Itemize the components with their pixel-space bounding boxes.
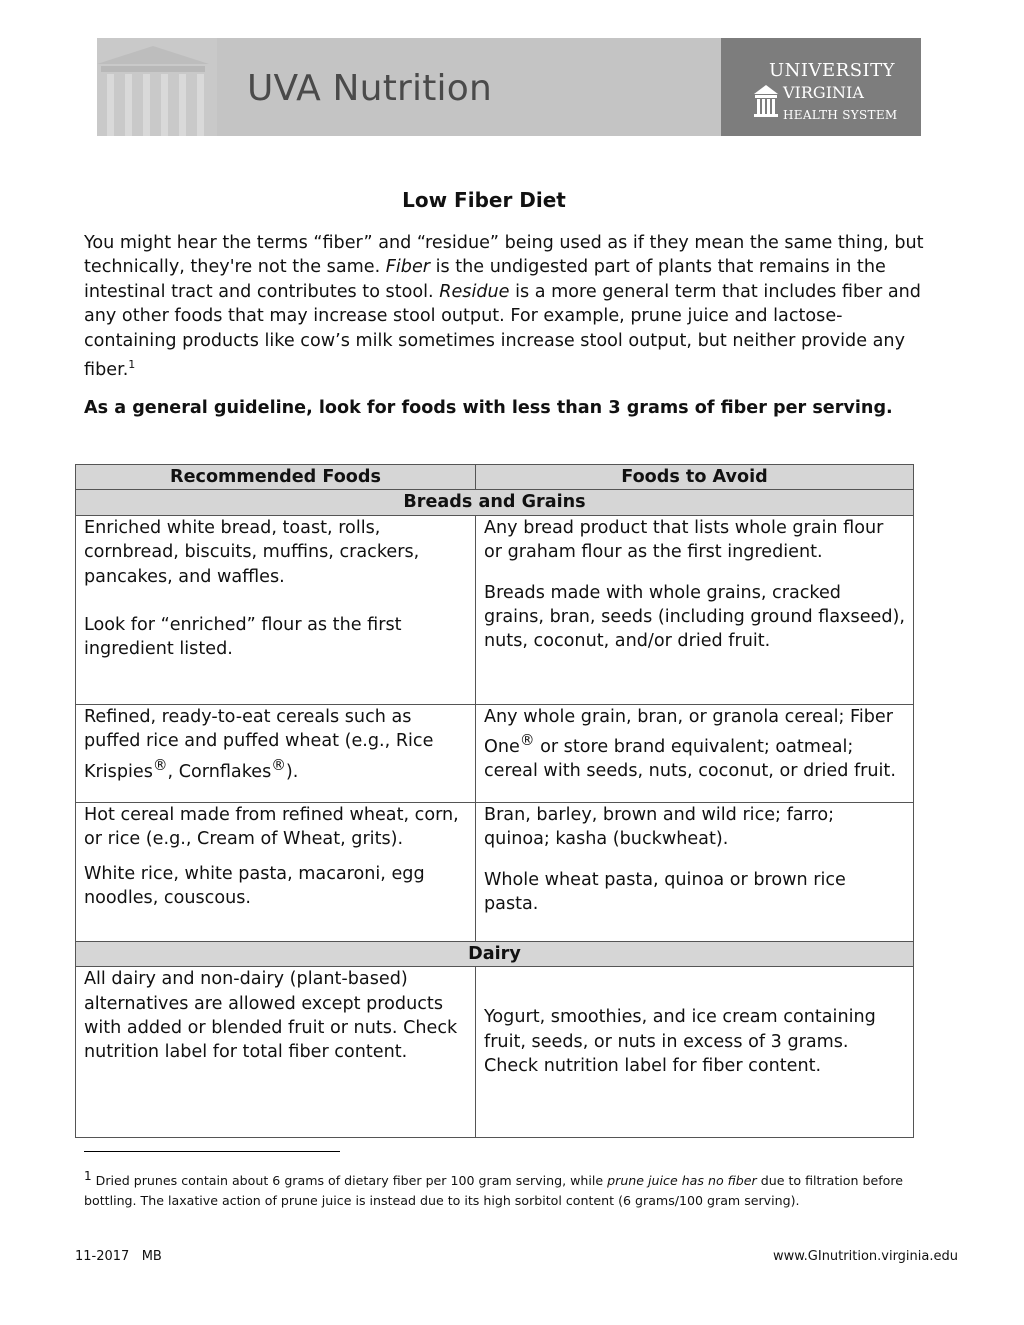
footnote-divider bbox=[84, 1151, 340, 1152]
cell-text: Look for “enriched” flour as the first ingredient listed. bbox=[84, 615, 402, 660]
intro-paragraph bbox=[84, 231, 934, 382]
cell-text: White rice, white pasta, macaroni, egg noodles, couscous. bbox=[84, 863, 425, 909]
uva-health-logo bbox=[721, 38, 921, 136]
banner-title: UVA Nutrition bbox=[247, 68, 492, 109]
logo-university: UNIVERSITY bbox=[769, 60, 896, 81]
logo-virginia: VIRGINIA bbox=[783, 83, 864, 102]
recommended-cell bbox=[76, 515, 476, 704]
cell-text: Whole wheat pasta, quinoa or brown rice pasta. bbox=[484, 869, 846, 915]
section-row-breads bbox=[76, 490, 914, 515]
avoid-cell bbox=[476, 515, 914, 704]
avoid-cell bbox=[476, 704, 914, 802]
avoid-cell bbox=[476, 802, 914, 941]
recommended-cell bbox=[76, 802, 476, 941]
cell-text: , Cornflakes bbox=[167, 761, 272, 782]
cell-text: or store brand equivalent; oatmeal; cereal with seeds, nuts, coconut, or dried fruit. bbox=[484, 737, 896, 782]
cell-text: Refined, ready-to-eat cereals such as puffed rice and puffed wheat (e.g., Rice Krispies bbox=[84, 706, 434, 782]
cell-text: Hot cereal made from refined wheat, corn, or rice (e.g., Cream of Wheat, grits). bbox=[84, 804, 459, 850]
cell-text: Breads made with whole grains, cracked grains, bran, seeds (including ground flaxseed), nuts, coconut, and/or dried fruit. bbox=[484, 582, 905, 652]
footnote-italic: prune juice has no fiber bbox=[607, 1173, 757, 1189]
table-header-row bbox=[76, 465, 914, 490]
intro-text-2: is the undigested part of plants that remains in the intestinal tract and contributes to stool. bbox=[84, 257, 886, 302]
footnote-reference: 1 bbox=[128, 358, 136, 372]
footer-date-author: 11-2017 MB bbox=[75, 1249, 162, 1264]
cell-text: Any bread product that lists whole grain flour or graham flour as the first ingredient. bbox=[484, 517, 884, 563]
table-row bbox=[76, 802, 914, 941]
fiber-term: Fiber bbox=[385, 257, 430, 278]
header-avoid: Foods to Avoid bbox=[476, 465, 914, 490]
cell-text: Any whole grain, bran, or granola cereal; Fiber One bbox=[484, 706, 893, 758]
recommended-cell bbox=[76, 967, 476, 1138]
section-row-dairy bbox=[76, 941, 914, 966]
intro-text-1: You might hear the terms “fiber” and “residue” being used as if they mean the same thing, but technically, they're not the same. bbox=[84, 233, 924, 278]
food-table bbox=[75, 464, 914, 1138]
table-row bbox=[76, 704, 914, 802]
registered-mark: ® bbox=[519, 732, 535, 750]
logo-health-system: HEALTH SYSTEM bbox=[783, 108, 898, 122]
footnote-text: due to filtration before bottling. The laxative action of prune juice is instead due to its high sorbitol content (6 grams/100 gram serving). bbox=[84, 1173, 904, 1209]
footnote-mark: 1 bbox=[84, 1169, 92, 1183]
residue-term: Residue bbox=[439, 281, 510, 302]
cell-text: All dairy and non-dairy (plant-based) alternatives are allowed except products with added or blended fruit or nuts. Check nutrition label for total fiber content. bbox=[84, 969, 458, 1063]
guideline-text: As a general guideline, look for foods with less than 3 grams of fiber per serving. bbox=[84, 398, 893, 418]
header-banner bbox=[97, 38, 921, 136]
registered-mark: ® bbox=[152, 756, 168, 774]
registered-mark: ® bbox=[271, 756, 286, 774]
cell-text: ). bbox=[285, 761, 299, 782]
table-row bbox=[76, 967, 914, 1138]
header-recommended: Recommended Foods bbox=[76, 465, 476, 490]
recommended-cell bbox=[76, 704, 476, 802]
cell-text: Yogurt, smoothies, and ice cream containing fruit, seeds, or nuts in excess of 3 grams. Check nutrition label for fiber content. bbox=[484, 1007, 876, 1077]
rotunda-seal-icon bbox=[753, 82, 779, 118]
section-dairy: Dairy bbox=[76, 941, 914, 966]
page-title: Low Fiber Diet bbox=[402, 188, 566, 212]
section-breads-grains: Breads and Grains bbox=[76, 490, 914, 515]
footer-website: www.GInutrition.virginia.edu bbox=[772, 1249, 958, 1264]
rotunda-illustration bbox=[97, 38, 247, 136]
avoid-cell bbox=[476, 967, 914, 1138]
table-row bbox=[76, 515, 914, 704]
footnote bbox=[84, 1166, 934, 1211]
cell-text: Bran, barley, brown and wild rice; farro; quinoa; kasha (buckwheat). bbox=[484, 804, 835, 850]
cell-text: Enriched white bread, toast, rolls, cornbread, biscuits, muffins, crackers, pancakes, and waffles. bbox=[84, 517, 420, 587]
intro-text-3: is a more general term that includes fiber and any other foods that may increase stool output. For example, prune juice and lactose-containing products like cow’s milk sometimes increase stool output, but neither provide any fiber. bbox=[84, 281, 921, 380]
footnote-text: Dried prunes contain about 6 grams of dietary fiber per 100 gram serving, while bbox=[91, 1173, 608, 1189]
